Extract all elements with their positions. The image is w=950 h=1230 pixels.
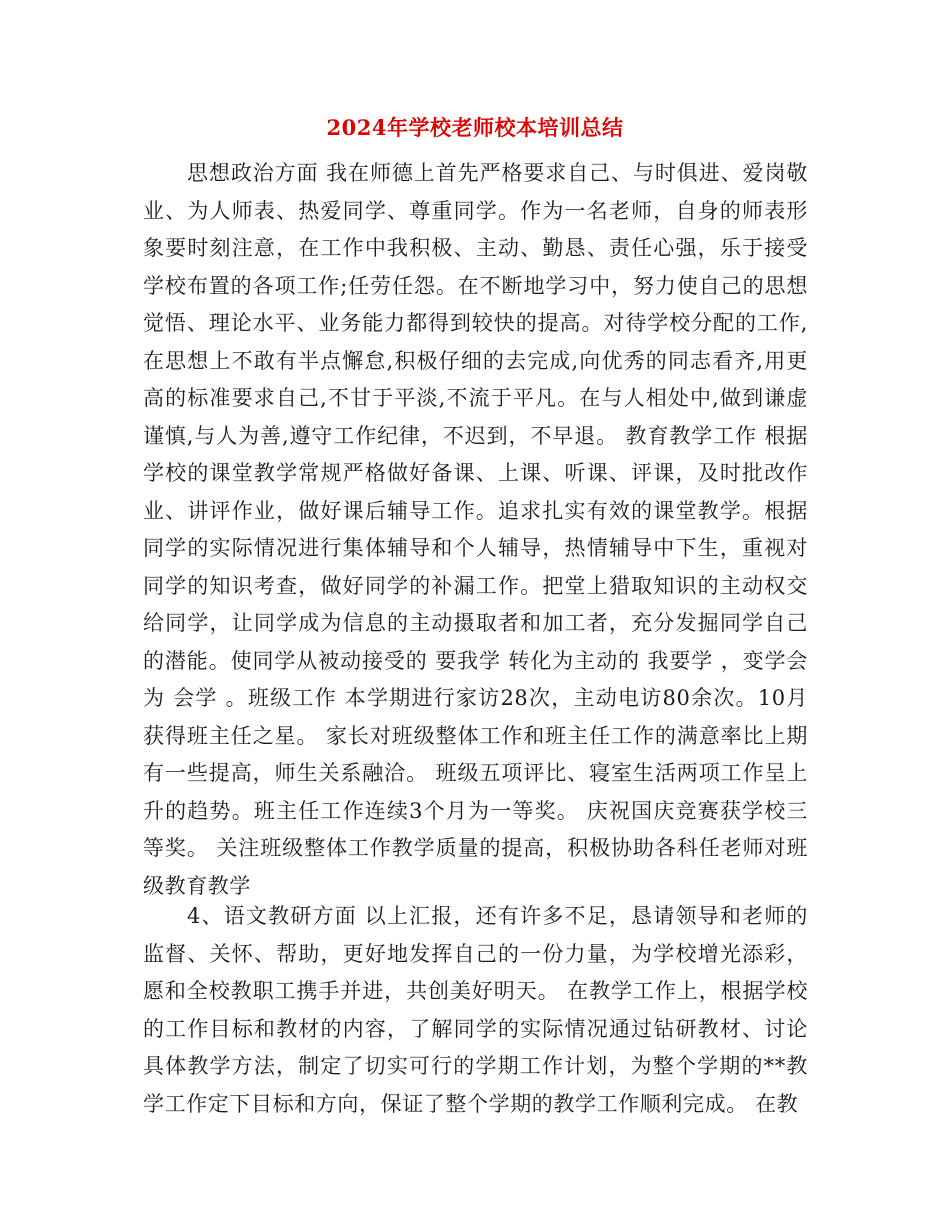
- body-paragraph: 思想政治方面 我在师德上首先严格要求自己、与时俱进、爱岗敬业、为人师表、热爱同学、尊重同学。作为一名老师，自身的师表形象要时刻注意，在工作中我积极、主动、勤恳、责任心强，乐于接受学校布置的各项工作;任劳任怨。在不断地学习中，努力使自己的思想觉悟、理论水平、业务能力都得到较快的提高。对待学校分配的工作,在思想上不敢有半点懈怠,积极仔细的去完成,向优秀的同志看齐,用更高的标准要求自己,不甘于平淡,不流于平凡。在与人相处中,做到谦虚谨慎,与人为善,遵守工作纪律，不迟到，不早退。 教育教学工作 根据学校的课堂教学常规严格做好备课、上课、听课、评课，及时批改作业、讲评作业，做好课后辅导工作。追求扎实有效的课堂教学。根据同学的实际情况进行集体辅导和个人辅导，热情辅导中下生，重视对同学的知识考查，做好同学的补漏工作。把堂上猎取知识的主动权交给同学，让同学成为信息的主动摄取者和加工者，充分发掘同学自己的潜能。使同学从被动接受的 要我学 转化为主动的 我要学 ，变学会 为 会学 。班级工作 本学期进行家访28次，主动电访80余次。10月获得班主任之星。 家长对班级整体工作和班主任工作的满意率比上期有一些提高，师生关系融洽。 班级五项评比、寝室生活两项工作呈上升的趋势。班主任工作连续3个月为一等奖。 庆祝国庆竞赛获学校三等奖。 关注班级整体工作教学质量的提高，积极协助各科任老师对班级教育教学: [143, 161, 808, 898]
- document-title: 2024年学校老师校本培训总结: [326, 115, 624, 140]
- body-paragraph: 4、语文教研方面 以上汇报，还有许多不足，恳请领导和老师的监督、关怀、帮助，更好地发挥自己的一份力量，为学校增光添彩，愿和全校教职工携手并进，共创美好明天。 在教学工作上，根据学校的工作目标和教材的内容，了解同学的实际情况通过钻研教材、讨论具体教学方法，制定了切实可行的学期工作计划，为整个学期的**教学工作定下目标和方向，保证了整个学期的教学工作顺利完成。 在教: [143, 904, 808, 1116]
